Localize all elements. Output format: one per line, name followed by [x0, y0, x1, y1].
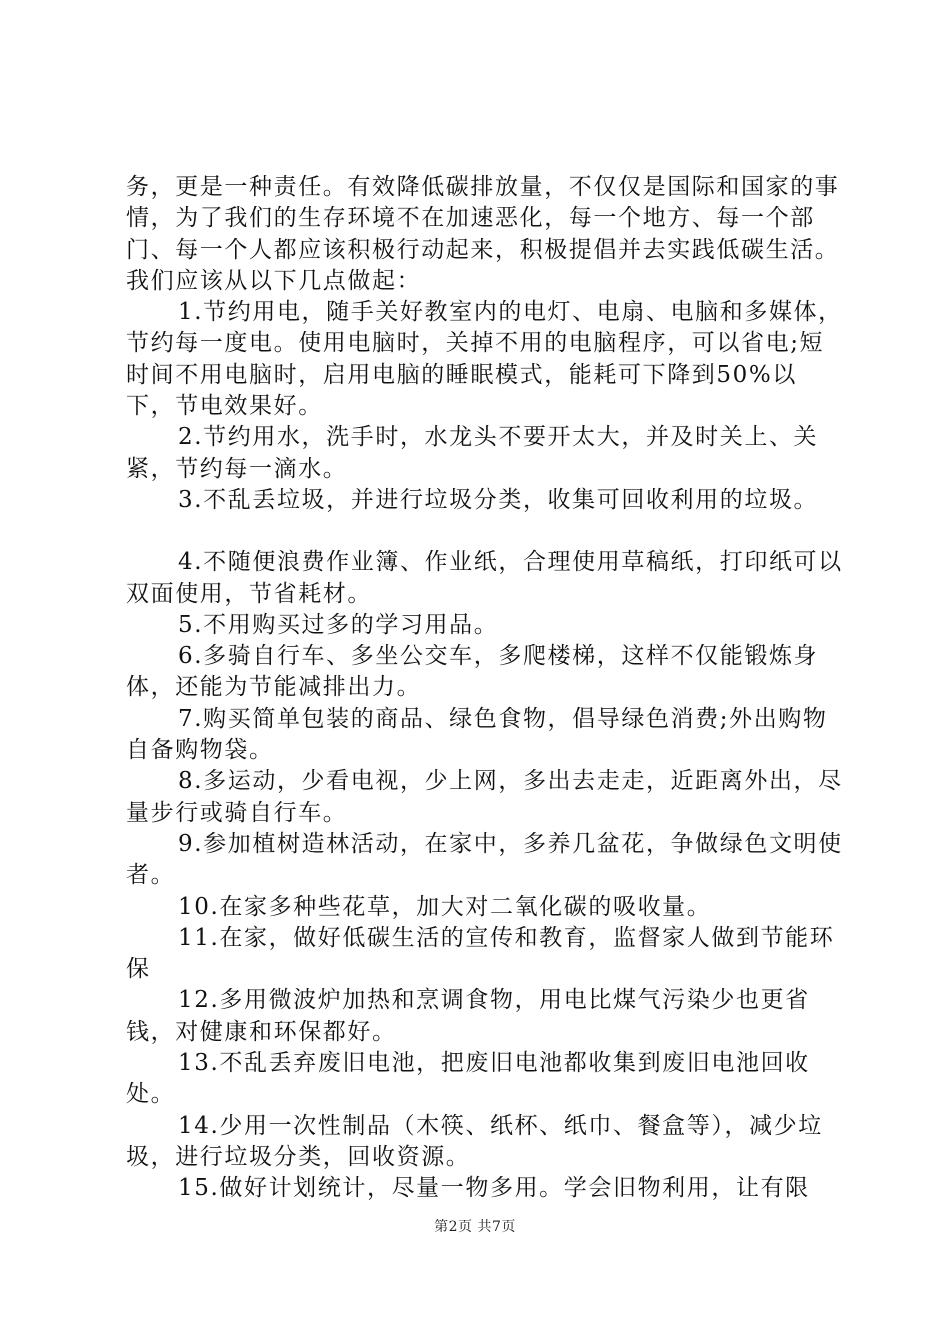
list-item-5: 5.不用购买过多的学习用品。: [178, 611, 499, 638]
list-item-11: 11.在家，做好低碳生活的宣传和教育，监督家人做到节能环保: [126, 924, 835, 983]
list-item-6: 6.多骑自行车、多坐公交车，多爬楼梯，这样不仅能锻炼身体，还能为节能减排出力。: [126, 643, 819, 701]
list-item-7: 7.购买简单包装的商品、绿色食物，倡导绿色消费;外出购物自备购物袋。: [126, 705, 828, 764]
list-item-12: 12.多用微波炉加热和烹调食物，用电比煤气污染少也更省钱，对健康和环保都好。: [126, 987, 810, 1045]
list-item-1: 1.节约用电，随手关好教室内的电灯、电扇、电脑和多媒体，节约每一度电。使用电脑时，关掉不用的电脑程序，可以省电;短时间不用电脑时，启用电脑的睡眠模式，能耗可下降到50%以下，节电效果好。: [126, 299, 843, 420]
paragraph-intro: 务，更是一种责任。有效降低碳排放量，不仅仅是国际和国家的事情，为了我们的生存环境不在加速恶化，每一个地方、每一个部门、每一个人都应该积极行动起来，积极提倡并去实践低碳生活。我们应该从以下几点做起：: [126, 174, 840, 294]
page-number-label: 第2页 共7页: [434, 1219, 516, 1235]
page-footer: [0, 1216, 950, 1236]
list-item-8: 8.多运动，少看电视，少上网，多出去走走，近距离外出，尽量步行或骑自行车。: [126, 768, 843, 826]
document-body: [126, 172, 846, 1205]
list-item-13: 13.不乱丢弃废旧电池，把废旧电池都收集到废旧电池回收处。: [126, 1050, 810, 1108]
list-item-2: 2.节约用水，洗手时，水龙头不要开太大，并及时关上、关紧，节约每一滴水。: [126, 424, 819, 482]
list-item-9: 9.参加植树造林活动，在家中，多养几盆花，争做绿色文明使者。: [126, 830, 843, 889]
list-item-3: 3.不乱丢垃圾，并进行垃圾分类，收集可回收利用的垃圾。: [178, 486, 819, 513]
list-item-15: 15.做好计划统计，尽量一物多用。学会旧物利用，让有限: [178, 1175, 810, 1202]
list-item-4: 4.不随便浪费作业簿、作业纸，合理使用草稿纸，打印纸可以双面使用，节省耗材。: [126, 549, 843, 607]
list-item-10: 10.在家多种些花草，加大对二氧化碳的吸收量。: [178, 893, 712, 920]
list-item-14: 14.少用一次性制品（木筷、纸杯、纸巾、餐盒等），减少垃圾，进行垃圾分类，回收资源。: [126, 1112, 823, 1170]
